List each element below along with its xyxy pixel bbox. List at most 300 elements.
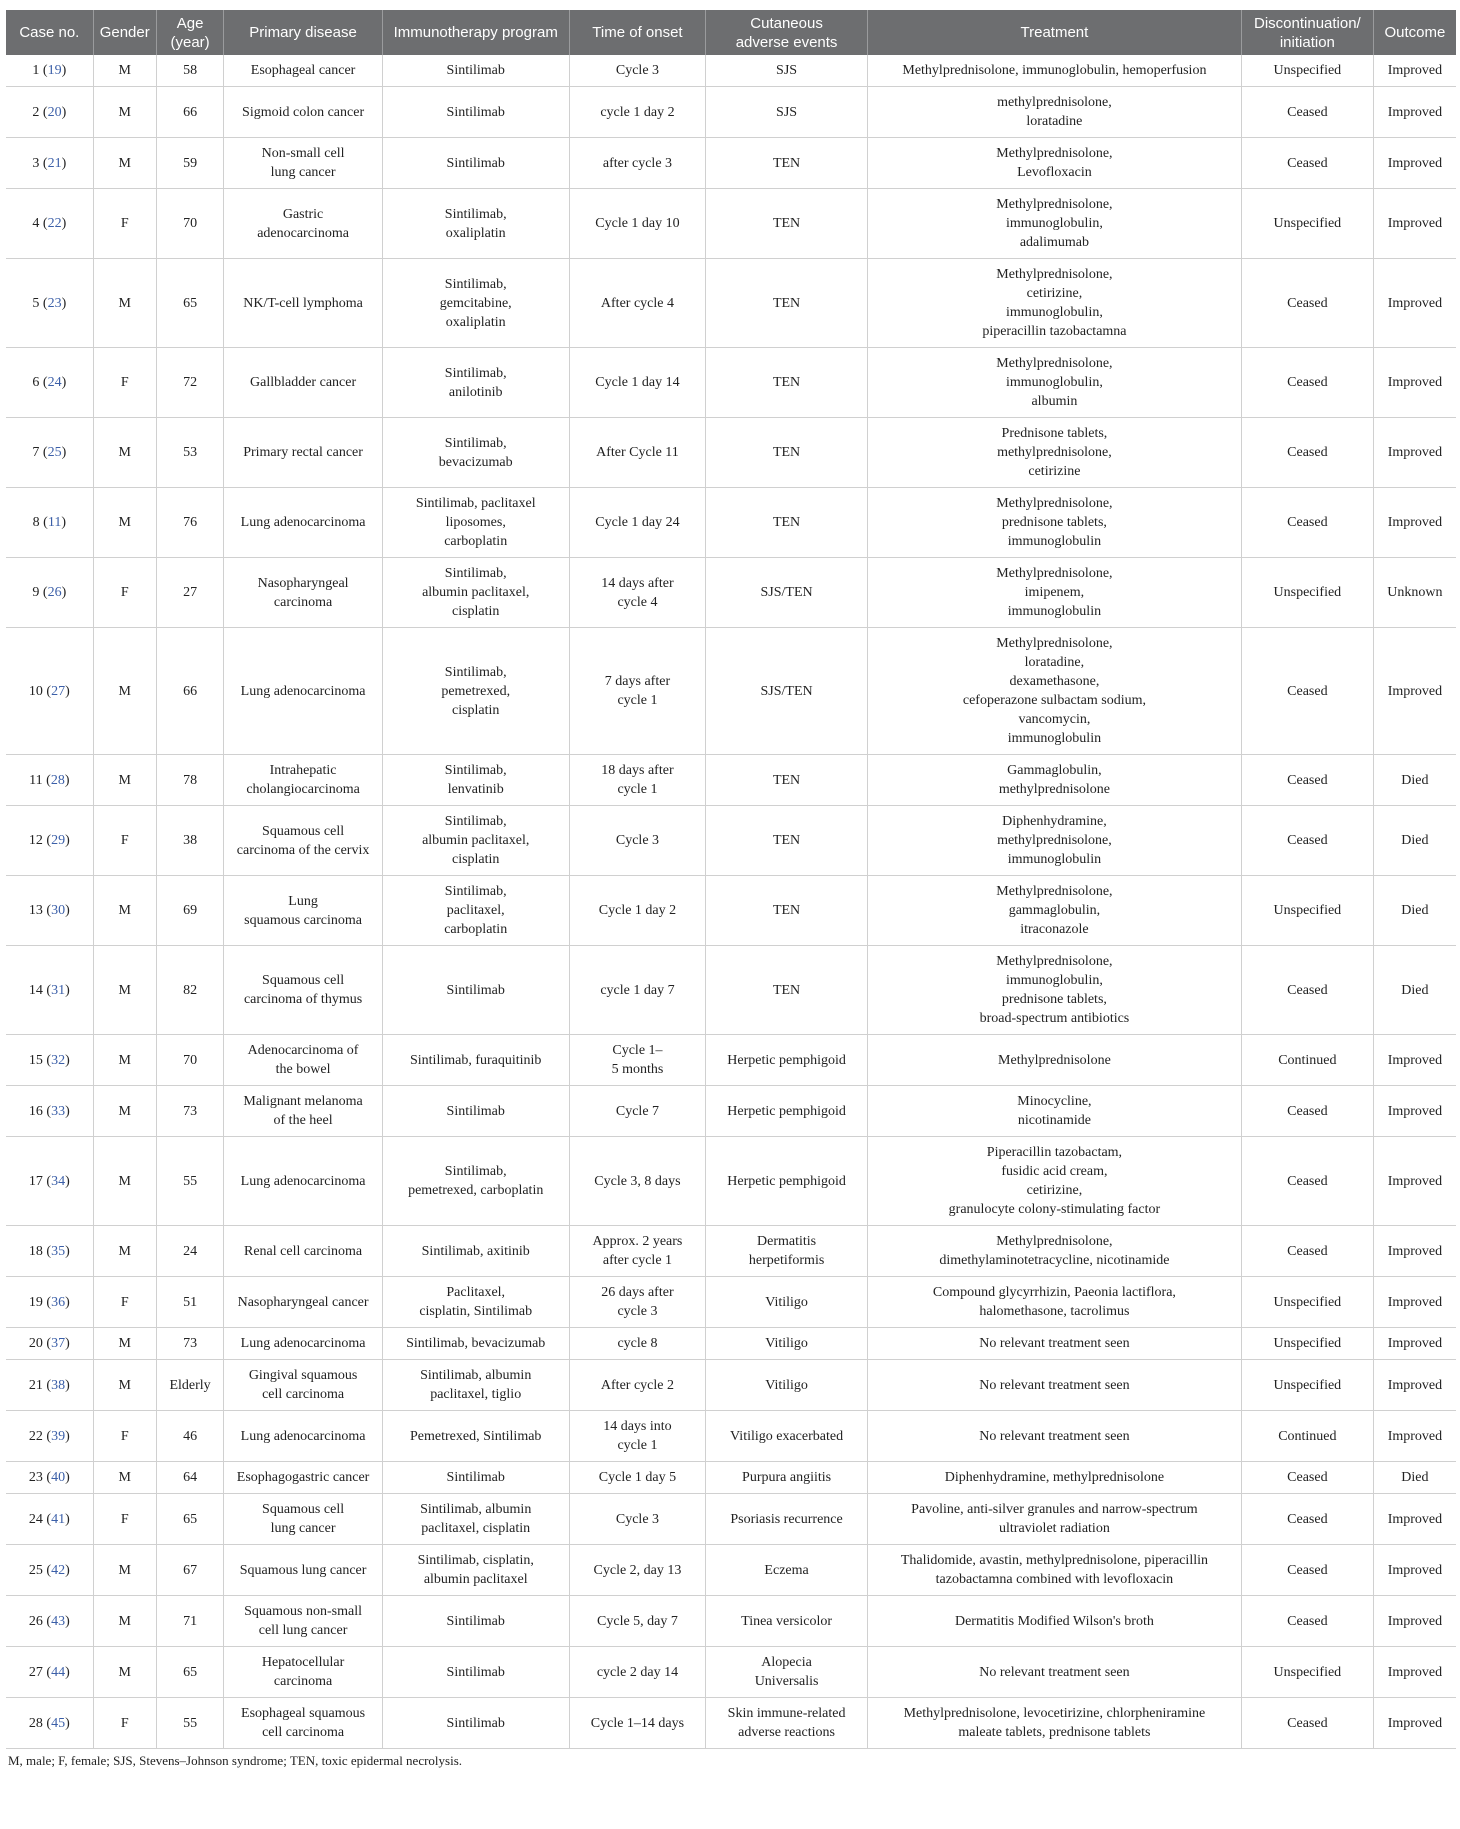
adverse-event-cell: TEN [706, 259, 868, 348]
case-no-cell: 3 (21) [6, 138, 93, 189]
primary-disease-cell: Esophageal squamous cell carcinoma [224, 1698, 382, 1749]
adverse-event-cell: Alopecia Universalis [706, 1647, 868, 1698]
outcome-cell: Improved [1373, 1226, 1456, 1277]
age-cell: 67 [156, 1545, 224, 1596]
discontinuation-cell: Ceased [1241, 755, 1373, 806]
adverse-event-cell: Vitiligo [706, 1328, 868, 1360]
discontinuation-cell: Ceased [1241, 418, 1373, 488]
treatment-cell: No relevant treatment seen [867, 1328, 1241, 1360]
gender-cell: M [93, 1035, 156, 1086]
reference-link[interactable]: 29 [51, 833, 66, 848]
table-row [6, 946, 1456, 1035]
age-cell: 55 [156, 1137, 224, 1226]
col-age-header: Age (year) [156, 10, 224, 55]
outcome-cell: Improved [1373, 1360, 1456, 1411]
outcome-cell: Improved [1373, 1086, 1456, 1137]
immunotherapy-program-cell: Sintilimab, lenvatinib [382, 755, 569, 806]
adverse-event-cell: Vitiligo exacerbated [706, 1411, 868, 1462]
time-of-onset-cell: Cycle 1 day 5 [569, 1462, 706, 1494]
immunotherapy-program-cell: Sintilimab, bevacizumab [382, 1328, 569, 1360]
time-of-onset-cell: cycle 8 [569, 1328, 706, 1360]
primary-disease-cell: Malignant melanoma of the heel [224, 1086, 382, 1137]
gender-cell: F [93, 1277, 156, 1328]
case-number: 8 [32, 515, 40, 530]
reference-link[interactable]: 38 [51, 1377, 66, 1393]
case-number: 25 [28, 1562, 43, 1578]
reference-link[interactable]: 19 [47, 63, 62, 78]
primary-disease-cell: Lung squamous carcinoma [224, 876, 382, 946]
case-number: 4 [32, 216, 40, 231]
case-no-cell: 14 (31) [6, 946, 93, 1035]
col-gender-header: Gender [93, 10, 156, 55]
discontinuation-cell: Ceased [1241, 1086, 1373, 1137]
discontinuation-cell: Continued [1241, 1035, 1373, 1086]
discontinuation-cell: Ceased [1241, 946, 1373, 1035]
col-primary-disease-header: Primary disease [224, 10, 382, 55]
time-of-onset-cell: Cycle 1–14 days [569, 1698, 706, 1749]
outcome-cell: Improved [1373, 1035, 1456, 1086]
table-row [6, 1596, 1456, 1647]
age-cell: 73 [156, 1328, 224, 1360]
treatment-cell: Methylprednisolone, dimethylaminotetracycline, nicotinamide [867, 1226, 1241, 1277]
reference-link[interactable]: 20 [47, 104, 62, 120]
table-row [6, 1328, 1456, 1360]
age-cell: 70 [156, 1035, 224, 1086]
immunotherapy-program-cell: Sintilimab, gemcitabine, oxaliplatin [382, 259, 569, 348]
time-of-onset-cell: Cycle 7 [569, 1086, 706, 1137]
discontinuation-cell: Ceased [1241, 138, 1373, 189]
gender-cell: M [93, 418, 156, 488]
table-row [6, 1086, 1456, 1137]
outcome-cell: Unknown [1373, 558, 1456, 628]
treatment-cell: Gammaglobulin, methylprednisolone [867, 755, 1241, 806]
age-cell: 65 [156, 1494, 224, 1545]
discontinuation-cell: Ceased [1241, 1137, 1373, 1226]
reference-link[interactable]: 26 [47, 585, 62, 600]
reference-link[interactable]: 24 [47, 375, 62, 390]
adverse-event-cell: Herpetic pemphigoid [706, 1035, 868, 1086]
discontinuation-cell: Ceased [1241, 348, 1373, 418]
time-of-onset-cell: 14 days after cycle 4 [569, 558, 706, 628]
discontinuation-cell: Ceased [1241, 1698, 1373, 1749]
treatment-cell: Methylprednisolone, loratadine, dexamethasone, cefoperazone sulbactam sodium, vancomycin, immunoglobulin [867, 628, 1241, 755]
table-row [6, 806, 1456, 876]
case-no-cell: 22 (39) [6, 1411, 93, 1462]
age-cell: 76 [156, 488, 224, 558]
adverse-event-cell: TEN [706, 755, 868, 806]
table-row [6, 418, 1456, 488]
time-of-onset-cell: cycle 2 day 14 [569, 1647, 706, 1698]
outcome-cell: Died [1373, 876, 1456, 946]
reference-link[interactable]: 42 [51, 1562, 66, 1578]
outcome-cell: Improved [1373, 55, 1456, 87]
case-number: 16 [28, 1103, 43, 1119]
case-number: 17 [28, 1173, 43, 1189]
reference-link[interactable]: 22 [47, 216, 62, 231]
immunotherapy-program-cell: Sintilimab, paclitaxel liposomes, carboplatin [382, 488, 569, 558]
case-number: 21 [28, 1377, 43, 1393]
case-number: 7 [32, 445, 40, 460]
adverse-event-cell: TEN [706, 189, 868, 259]
reference-link[interactable]: 11 [47, 515, 62, 530]
adverse-event-cell: TEN [706, 876, 868, 946]
discontinuation-cell: Ceased [1241, 87, 1373, 138]
time-of-onset-cell: Cycle 5, day 7 [569, 1596, 706, 1647]
adverse-event-cell: Dermatitis herpetiformis [706, 1226, 868, 1277]
immunotherapy-program-cell: Sintilimab [382, 1596, 569, 1647]
table-row [6, 259, 1456, 348]
age-cell: 70 [156, 189, 224, 259]
reference-link[interactable]: 44 [51, 1664, 66, 1680]
primary-disease-cell: Intrahepatic cholangiocarcinoma [224, 755, 382, 806]
treatment-cell: Methylprednisolone [867, 1035, 1241, 1086]
outcome-cell: Improved [1373, 1596, 1456, 1647]
table-row [6, 488, 1456, 558]
gender-cell: M [93, 755, 156, 806]
adverse-event-cell: Herpetic pemphigoid [706, 1086, 868, 1137]
adverse-event-cell: SJS [706, 55, 868, 87]
case-number: 3 [32, 155, 40, 171]
age-cell: 65 [156, 1647, 224, 1698]
table-row [6, 876, 1456, 946]
discontinuation-cell: Ceased [1241, 1545, 1373, 1596]
discontinuation-cell: Ceased [1241, 1494, 1373, 1545]
table-row [6, 1545, 1456, 1596]
gender-cell: M [93, 87, 156, 138]
table-row [6, 1647, 1456, 1698]
adverse-event-cell: Skin immune-related adverse reactions [706, 1698, 868, 1749]
case-no-cell: 13 (30) [6, 876, 93, 946]
adverse-event-cell: TEN [706, 946, 868, 1035]
gender-cell: M [93, 138, 156, 189]
reference-link[interactable]: 25 [47, 445, 62, 460]
time-of-onset-cell: After cycle 4 [569, 259, 706, 348]
discontinuation-cell: Unspecified [1241, 558, 1373, 628]
table-row [6, 348, 1456, 418]
primary-disease-cell: Esophageal cancer [224, 55, 382, 87]
primary-disease-cell: Lung adenocarcinoma [224, 1328, 382, 1360]
gender-cell: F [93, 189, 156, 259]
case-number: 2 [32, 104, 40, 120]
primary-disease-cell: Adenocarcinoma of the bowel [224, 1035, 382, 1086]
immunotherapy-program-cell: Sintilimab, oxaliplatin [382, 189, 569, 259]
primary-disease-cell: Primary rectal cancer [224, 418, 382, 488]
case-number: 12 [28, 833, 43, 848]
discontinuation-cell: Unspecified [1241, 55, 1373, 87]
case-number: 18 [28, 1243, 43, 1259]
treatment-cell: No relevant treatment seen [867, 1411, 1241, 1462]
treatment-cell: Methylprednisolone, Levofloxacin [867, 138, 1241, 189]
outcome-cell: Improved [1373, 1328, 1456, 1360]
case-number: 1 [32, 63, 40, 78]
primary-disease-cell: Lung adenocarcinoma [224, 1137, 382, 1226]
case-no-cell: 15 (32) [6, 1035, 93, 1086]
case-number: 19 [28, 1294, 43, 1310]
treatment-cell: methylprednisolone, loratadine [867, 87, 1241, 138]
outcome-cell: Improved [1373, 1647, 1456, 1698]
table-row [6, 87, 1456, 138]
reference-link[interactable]: 39 [51, 1428, 66, 1444]
treatment-cell: Pavoline, anti-silver granules and narrow-spectrum ultraviolet radiation [867, 1494, 1241, 1545]
outcome-cell: Improved [1373, 189, 1456, 259]
gender-cell: M [93, 259, 156, 348]
age-cell: 73 [156, 1086, 224, 1137]
reference-link[interactable]: 43 [51, 1613, 66, 1629]
case-no-cell: 20 (37) [6, 1328, 93, 1360]
primary-disease-cell: Lung adenocarcinoma [224, 1411, 382, 1462]
case-no-cell: 6 (24) [6, 348, 93, 418]
table-body [6, 55, 1456, 1749]
primary-disease-cell: Squamous non-small cell lung cancer [224, 1596, 382, 1647]
col-cutaneous-adverse-events-header: Cutaneous adverse events [706, 10, 868, 55]
outcome-cell: Improved [1373, 1137, 1456, 1226]
reference-link[interactable]: 41 [51, 1511, 66, 1527]
adverse-event-cell: Purpura angiitis [706, 1462, 868, 1494]
adverse-event-cell: TEN [706, 806, 868, 876]
case-no-cell: 28 (45) [6, 1698, 93, 1749]
outcome-cell: Died [1373, 1462, 1456, 1494]
case-no-cell: 1 (19) [6, 55, 93, 87]
treatment-cell: No relevant treatment seen [867, 1647, 1241, 1698]
adverse-event-cell: Psoriasis recurrence [706, 1494, 868, 1545]
col-outcome-header: Outcome [1373, 10, 1456, 55]
time-of-onset-cell: Cycle 3, 8 days [569, 1137, 706, 1226]
outcome-cell: Improved [1373, 1545, 1456, 1596]
table-row [6, 558, 1456, 628]
primary-disease-cell: Nasopharyngeal cancer [224, 1277, 382, 1328]
immunotherapy-program-cell: Sintilimab [382, 1698, 569, 1749]
outcome-cell: Improved [1373, 87, 1456, 138]
table-row [6, 1226, 1456, 1277]
outcome-cell: Died [1373, 946, 1456, 1035]
reference-link[interactable]: 30 [51, 903, 66, 918]
time-of-onset-cell: cycle 1 day 7 [569, 946, 706, 1035]
immunotherapy-program-cell: Sintilimab, albumin paclitaxel, cisplatin [382, 1494, 569, 1545]
adverse-event-cell: Tinea versicolor [706, 1596, 868, 1647]
reference-link[interactable]: 45 [51, 1715, 66, 1731]
reference-link[interactable]: 40 [51, 1470, 66, 1485]
age-cell: 58 [156, 55, 224, 87]
gender-cell: M [93, 1596, 156, 1647]
discontinuation-cell: Continued [1241, 1411, 1373, 1462]
treatment-cell: Methylprednisolone, immunoglobulin, prednisone tablets, broad-spectrum antibiotics [867, 946, 1241, 1035]
immunotherapy-program-cell: Sintilimab, paclitaxel, carboplatin [382, 876, 569, 946]
time-of-onset-cell: after cycle 3 [569, 138, 706, 189]
table-row [6, 1494, 1456, 1545]
immunotherapy-program-cell: Sintilimab, furaquitinib [382, 1035, 569, 1086]
reference-link[interactable]: 37 [51, 1336, 66, 1351]
immunotherapy-program-cell: Sintilimab, cisplatin, albumin paclitaxel [382, 1545, 569, 1596]
time-of-onset-cell: After Cycle 11 [569, 418, 706, 488]
reference-link[interactable]: 23 [47, 295, 62, 311]
age-cell: 66 [156, 87, 224, 138]
gender-cell: F [93, 348, 156, 418]
reference-link[interactable]: 31 [51, 982, 66, 998]
time-of-onset-cell: Cycle 3 [569, 1494, 706, 1545]
primary-disease-cell: Gastric adenocarcinoma [224, 189, 382, 259]
adverse-event-cell: TEN [706, 348, 868, 418]
treatment-cell: Methylprednisolone, gammaglobulin, itraconazole [867, 876, 1241, 946]
gender-cell: M [93, 1086, 156, 1137]
cases-table [6, 10, 1456, 1749]
primary-disease-cell: Renal cell carcinoma [224, 1226, 382, 1277]
age-cell: 69 [156, 876, 224, 946]
time-of-onset-cell: Cycle 1 day 14 [569, 348, 706, 418]
case-number: 13 [28, 903, 43, 918]
outcome-cell: Improved [1373, 1494, 1456, 1545]
adverse-event-cell: SJS/TEN [706, 628, 868, 755]
case-no-cell: 19 (36) [6, 1277, 93, 1328]
immunotherapy-program-cell: Sintilimab, axitinib [382, 1226, 569, 1277]
case-number: 5 [32, 295, 40, 311]
primary-disease-cell: Lung adenocarcinoma [224, 628, 382, 755]
case-no-cell: 18 (35) [6, 1226, 93, 1277]
time-of-onset-cell: Cycle 1– 5 months [569, 1035, 706, 1086]
age-cell: 46 [156, 1411, 224, 1462]
immunotherapy-program-cell: Sintilimab [382, 946, 569, 1035]
case-no-cell: 5 (23) [6, 259, 93, 348]
gender-cell: M [93, 488, 156, 558]
discontinuation-cell: Ceased [1241, 1596, 1373, 1647]
case-no-cell: 8 (11) [6, 488, 93, 558]
age-cell: 38 [156, 806, 224, 876]
discontinuation-cell: Ceased [1241, 488, 1373, 558]
case-no-cell: 4 (22) [6, 189, 93, 259]
immunotherapy-program-cell: Sintilimab [382, 55, 569, 87]
adverse-event-cell: SJS [706, 87, 868, 138]
outcome-cell: Died [1373, 755, 1456, 806]
primary-disease-cell: Squamous cell carcinoma of the cervix [224, 806, 382, 876]
reference-link[interactable]: 21 [47, 155, 62, 171]
primary-disease-cell: Hepatocellular carcinoma [224, 1647, 382, 1698]
case-no-cell: 11 (28) [6, 755, 93, 806]
table-row [6, 1277, 1456, 1328]
age-cell: 27 [156, 558, 224, 628]
adverse-event-cell: Vitiligo [706, 1277, 868, 1328]
immunotherapy-program-cell: Sintilimab [382, 87, 569, 138]
primary-disease-cell: Esophagogastric cancer [224, 1462, 382, 1494]
age-cell: 71 [156, 1596, 224, 1647]
time-of-onset-cell: Cycle 2, day 13 [569, 1545, 706, 1596]
treatment-cell: Minocycline, nicotinamide [867, 1086, 1241, 1137]
time-of-onset-cell: 18 days after cycle 1 [569, 755, 706, 806]
outcome-cell: Improved [1373, 418, 1456, 488]
case-no-cell: 16 (33) [6, 1086, 93, 1137]
col-immunotherapy-program-header: Immunotherapy program [382, 10, 569, 55]
table-row [6, 1462, 1456, 1494]
case-no-cell: 26 (43) [6, 1596, 93, 1647]
case-no-cell: 12 (29) [6, 806, 93, 876]
adverse-event-cell: Eczema [706, 1545, 868, 1596]
case-no-cell: 27 (44) [6, 1647, 93, 1698]
adverse-event-cell: SJS/TEN [706, 558, 868, 628]
age-cell: 65 [156, 259, 224, 348]
primary-disease-cell: Non-small cell lung cancer [224, 138, 382, 189]
discontinuation-cell: Ceased [1241, 806, 1373, 876]
treatment-cell: Diphenhydramine, methylprednisolone [867, 1462, 1241, 1494]
time-of-onset-cell: 26 days after cycle 3 [569, 1277, 706, 1328]
reference-link[interactable]: 35 [51, 1243, 66, 1259]
table-row [6, 55, 1456, 87]
immunotherapy-program-cell: Pemetrexed, Sintilimab [382, 1411, 569, 1462]
reference-link[interactable]: 36 [51, 1294, 66, 1310]
col-discontinuation-header: Discontinuation/ initiation [1241, 10, 1373, 55]
gender-cell: F [93, 1698, 156, 1749]
age-cell: 66 [156, 628, 224, 755]
treatment-cell: Piperacillin tazobactam, fusidic acid cream, cetirizine, granulocyte colony-stimulating factor [867, 1137, 1241, 1226]
discontinuation-cell: Ceased [1241, 628, 1373, 755]
age-cell: 72 [156, 348, 224, 418]
treatment-cell: Methylprednisolone, levocetirizine, chlorpheniramine maleate tablets, prednisone tablets [867, 1698, 1241, 1749]
table-row [6, 189, 1456, 259]
adverse-event-cell: Herpetic pemphigoid [706, 1137, 868, 1226]
discontinuation-cell: Unspecified [1241, 876, 1373, 946]
age-cell: 55 [156, 1698, 224, 1749]
time-of-onset-cell: 7 days after cycle 1 [569, 628, 706, 755]
treatment-cell: Methylprednisolone, cetirizine, immunoglobulin, piperacillin tazobactamna [867, 259, 1241, 348]
primary-disease-cell: Gallbladder cancer [224, 348, 382, 418]
immunotherapy-program-cell: Sintilimab [382, 1086, 569, 1137]
primary-disease-cell: Squamous cell lung cancer [224, 1494, 382, 1545]
gender-cell: F [93, 1494, 156, 1545]
time-of-onset-cell: Cycle 3 [569, 55, 706, 87]
gender-cell: M [93, 628, 156, 755]
header-row [6, 10, 1456, 55]
outcome-cell: Improved [1373, 138, 1456, 189]
table-footnote: M, male; F, female; SJS, Stevens–Johnson syndrome; TEN, toxic epidermal necrolysis. [8, 1753, 463, 1768]
immunotherapy-program-cell: Sintilimab, pemetrexed, cisplatin [382, 628, 569, 755]
immunotherapy-program-cell: Sintilimab, albumin paclitaxel, tiglio [382, 1360, 569, 1411]
treatment-cell: Methylprednisolone, immunoglobulin, adalimumab [867, 189, 1241, 259]
immunotherapy-program-cell: Sintilimab, albumin paclitaxel, cisplatin [382, 806, 569, 876]
adverse-event-cell: Vitiligo [706, 1360, 868, 1411]
table-container [6, 10, 1456, 1769]
table-row [6, 1035, 1456, 1086]
case-no-cell: 25 (42) [6, 1545, 93, 1596]
adverse-event-cell: TEN [706, 138, 868, 189]
gender-cell: F [93, 558, 156, 628]
table-row [6, 1698, 1456, 1749]
time-of-onset-cell: After cycle 2 [569, 1360, 706, 1411]
col-time-of-onset-header: Time of onset [569, 10, 706, 55]
outcome-cell: Improved [1373, 628, 1456, 755]
treatment-cell: No relevant treatment seen [867, 1360, 1241, 1411]
reference-link[interactable]: 32 [51, 1052, 66, 1068]
treatment-cell: Thalidomide, avastin, methylprednisolone, piperacillin tazobactamna combined with levofloxacin [867, 1545, 1241, 1596]
reference-link[interactable]: 33 [51, 1103, 66, 1119]
case-number: 10 [28, 683, 43, 699]
table-row [6, 1360, 1456, 1411]
table-row [6, 628, 1456, 755]
case-number: 11 [29, 772, 43, 788]
case-no-cell: 10 (27) [6, 628, 93, 755]
discontinuation-cell: Unspecified [1241, 1328, 1373, 1360]
age-cell: Elderly [156, 1360, 224, 1411]
gender-cell: M [93, 1462, 156, 1494]
reference-link[interactable]: 27 [51, 683, 66, 699]
treatment-cell: Diphenhydramine, methylprednisolone, immunoglobulin [867, 806, 1241, 876]
col-treatment-header: Treatment [867, 10, 1241, 55]
case-number: 20 [28, 1336, 43, 1351]
age-cell: 51 [156, 1277, 224, 1328]
reference-link[interactable]: 28 [50, 772, 65, 788]
gender-cell: M [93, 1328, 156, 1360]
reference-link[interactable]: 34 [51, 1173, 66, 1189]
case-no-cell: 9 (26) [6, 558, 93, 628]
case-number: 23 [28, 1470, 43, 1485]
discontinuation-cell: Unspecified [1241, 1647, 1373, 1698]
immunotherapy-program-cell: Sintilimab, albumin paclitaxel, cisplatin [382, 558, 569, 628]
